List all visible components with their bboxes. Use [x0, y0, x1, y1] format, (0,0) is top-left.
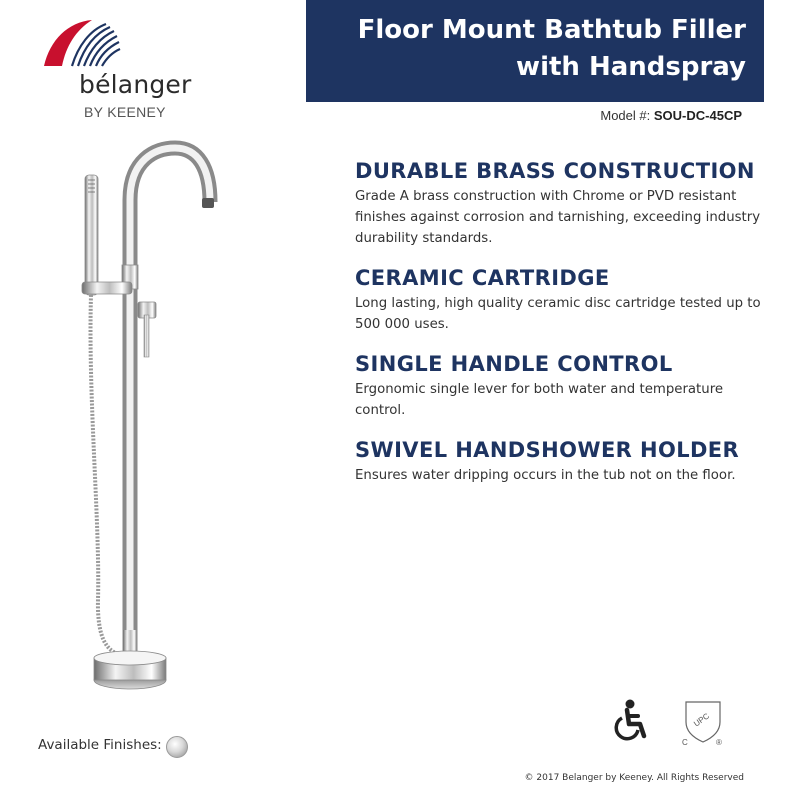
feature-item: [355, 351, 775, 421]
faucet-product-image: [60, 140, 270, 700]
chrome-finish-swatch[interactable]: [166, 736, 188, 758]
model-bar: [306, 102, 764, 131]
brand-subtitle: BY KEENEY: [84, 104, 166, 120]
upc-mark-text: UPC: [692, 711, 712, 729]
brand-name: bélanger: [79, 70, 192, 99]
feature-text: Long lasting, high quality ceramic disc cartridge tested up to 500 000 uses.: [355, 296, 761, 332]
feature-item: [355, 437, 775, 486]
feature-title: SWIVEL HANDSHOWER HOLDER: [355, 438, 740, 462]
feature-title: DURABLE BRASS CONSTRUCTION: [355, 159, 755, 183]
upc-c-text: C: [682, 738, 688, 747]
wheelchair-accessibility-icon: [608, 698, 654, 744]
upc-certification-icon: [678, 698, 728, 748]
feature-text: Ensures water dripping occurs in the tub not on the floor.: [355, 468, 736, 483]
title-line-2: with Handspray: [516, 52, 746, 82]
feature-item: [355, 265, 775, 335]
model-value: SOU-DC-45CP: [653, 108, 742, 123]
feature-title: SINGLE HANDLE CONTROL: [355, 352, 673, 376]
model-label: Model #:: [600, 108, 651, 123]
feature-list: [355, 158, 775, 502]
available-finishes-label: Available Finishes:: [38, 737, 162, 753]
title-line-1: Floor Mount Bathtub Filler: [357, 15, 746, 45]
model-number: [600, 108, 742, 123]
copyright-notice: © 2017 Belanger by Keeney. All Rights Reserved: [524, 773, 744, 783]
belanger-swoosh-icon: [36, 14, 156, 74]
feature-title: CERAMIC CARTRIDGE: [355, 266, 610, 290]
feature-item: [355, 158, 775, 249]
feature-text: Grade A brass construction with Chrome or PVD resistant finishes against corrosion and tarnishing, exceeding industry durability standards.: [355, 189, 761, 246]
page-title: [326, 12, 746, 86]
upc-r-text: ®: [716, 738, 722, 747]
feature-text: Ergonomic single lever for both water and temperature control.: [355, 382, 724, 418]
